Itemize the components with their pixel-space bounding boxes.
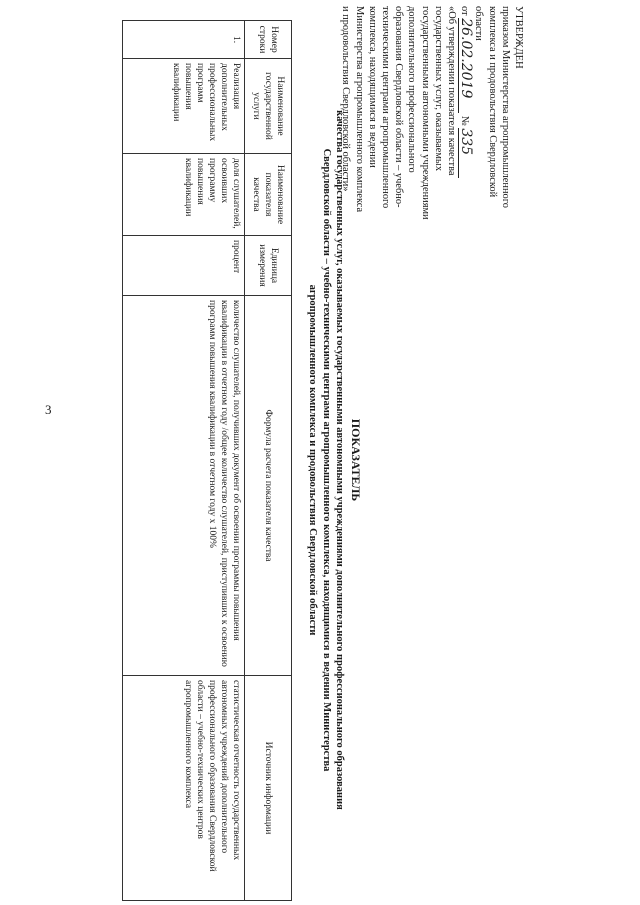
table-row — [123, 21, 245, 901]
document-subtitle-line: агропромышленного комплекса и продовольствия Свердловской области — [307, 284, 319, 636]
number-prefix: № — [459, 115, 471, 126]
approval-subject-line: государственными автономными учреждениями — [419, 6, 431, 220]
header-service-name: Наименование государственной услуги — [245, 59, 292, 154]
document-subtitle-line: качества государственных услуг, оказываемых государственными автономными учреждениями дополнительного профессионального образования — [334, 110, 346, 810]
header-source: Источник информации — [245, 676, 292, 901]
approval-subject-line: Министерства агропромышленного комплекса — [353, 6, 365, 213]
table-header-row — [245, 21, 292, 901]
approval-subject-line: дополнительного профессионального — [406, 6, 418, 173]
header-row-number: Номер строки — [245, 21, 292, 59]
document-title: ПОКАЗАТЕЛЬ — [349, 418, 363, 502]
approval-subject-line: государственных услуг, оказываемых — [432, 6, 444, 172]
approval-subject-line: комплекса, находящимися в ведении — [366, 6, 378, 168]
handwritten-date: 26.02.2019 — [458, 18, 472, 113]
cell-row-number: 1. — [123, 21, 245, 59]
date-prefix: от — [459, 6, 471, 16]
approval-order-line: приказом Министерства агропромышленного — [499, 6, 511, 208]
document-subtitle-line: Свердловской области – учебно-техническими центрами агропромышленного комплекса, находящимися в ведении Министерства — [321, 148, 332, 772]
header-indicator-name: Наименование показателя качества — [245, 154, 292, 236]
cell-unit: процент — [123, 236, 245, 296]
document-title-block — [306, 20, 362, 900]
cell-formula: количество слушателей, получивших документ об освоении программы повышения квалификации в отчетном году /общее количество слушателей, приступивших к освоению программ повышения квалификации в отчетном году х 100% — [123, 296, 245, 676]
header-formula: Формула расчета показателя качества — [245, 296, 292, 676]
handwritten-number: 335 — [458, 128, 472, 178]
approval-order-line: области — [473, 6, 485, 41]
cell-source: статистическая отчетность государственных автономных учреждений дополнительного профессионального образования Свердловской области – учебно-технических центров агропромышленного комплекса — [123, 676, 245, 901]
indicator-table — [122, 20, 292, 901]
approval-subject-line: техническими центрами агропромышленного — [379, 6, 391, 209]
approval-subject-line: и продовольствия Свердловской области» — [340, 6, 352, 192]
page-number: 3 — [45, 402, 52, 417]
approval-date-line — [458, 6, 475, 306]
cell-service-name: Реализация дополнительных профессиональных программ повышения квалификации — [123, 59, 245, 154]
header-unit: Единица измерения — [245, 236, 292, 296]
approval-block — [339, 6, 525, 306]
approval-order-line: комплекса и продовольствия Свердловской — [486, 6, 498, 198]
approval-heading: УТВЕРЖДЕН — [513, 6, 524, 69]
approval-subject-line: «Об утверждении показателя качества — [445, 6, 457, 176]
approval-subject-line: образования Свердловской области – учебно- — [393, 6, 405, 208]
cell-indicator-name: доля слушателей, освоивших программу повышения квалификации — [123, 154, 245, 236]
